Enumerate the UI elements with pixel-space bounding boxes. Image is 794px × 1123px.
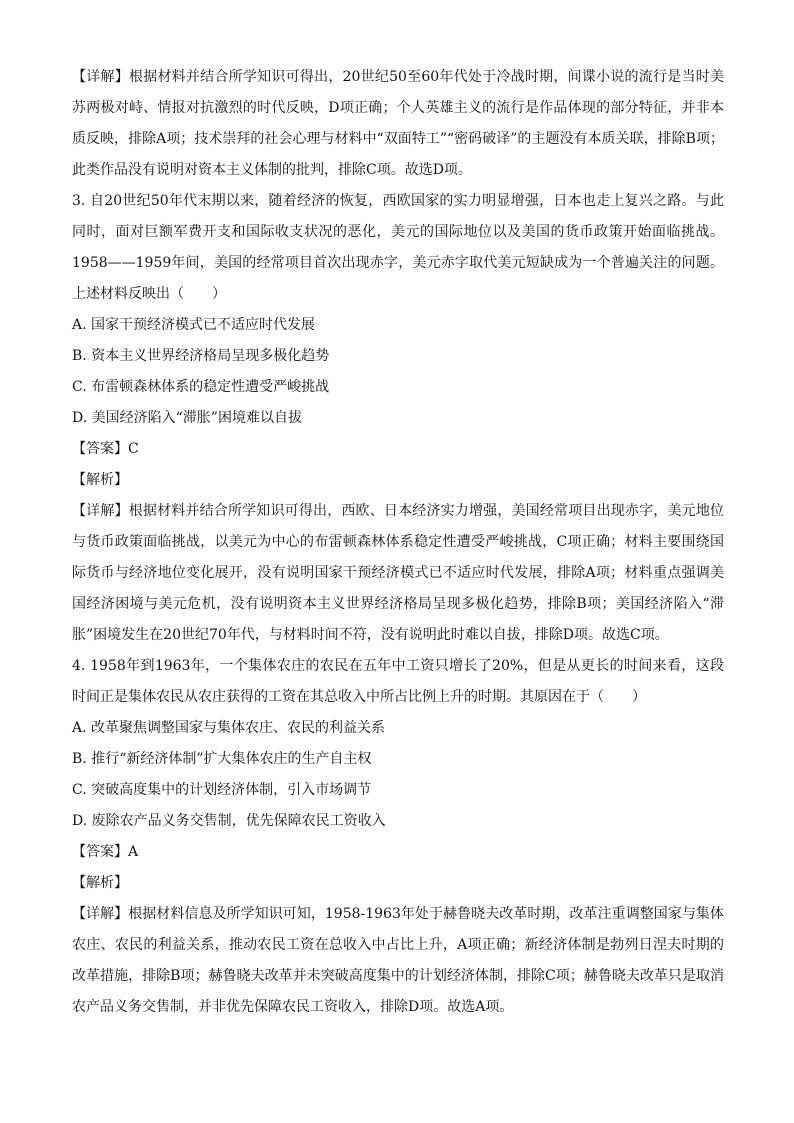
question-3-option-d: D. 美国经济陷入“滞胀”困境难以自拔 — [72, 410, 302, 426]
explanation-paragraph: 【详解】根据材料并结合所学知识可得出，20世纪50至60年代处于冷战时期，间谍小说的流行是当时美苏两极对峙、情报对抗激烈的时代反映，D项正确；个人英雄主义的流行是作品体现的部分特征，并非本质反映，排除A项；技术崇拜的社会心理与材料中“双面特工”“密码破译”的主题没有本质关联，排除B项；此类作品没有说明对资本主义体制的批判，排除C项。故选D项。 — [72, 69, 724, 178]
question-3-option-c: C. 布雷顿森林体系的稳定性遭受严峻挑战 — [72, 379, 330, 395]
question-4-option-c: C. 突破高度集中的计划经济体制，引入市场调节 — [72, 782, 372, 798]
question-4-answer: 【答案】A — [72, 844, 139, 860]
question-4-explanation: 【详解】根据材料信息及所学知识可知，1958-1963年处于赫鲁晓夫改革时期，改革注重调整国家与集体农庄、农民的利益关系，推动农民工资在总收入中占比上升，A项正确；新经济体制是勃列日涅夫时期的改革措施，排除B项；赫鲁晓夫改革并未突破高度集中的计划经济体制，排除C项；赫鲁晓夫改革只是取消农产品义务交售制，并非优先保障农民工资收入，排除D项。故选A项。 — [72, 906, 724, 1015]
question-4-option-a: A. 改革聚焦调整国家与集体农庄、农民的利益关系 — [72, 720, 386, 736]
question-4-analysis-heading: 【解析】 — [72, 875, 128, 891]
question-3-answer: 【答案】C — [72, 441, 139, 457]
question-3-analysis-heading: 【解析】 — [72, 472, 128, 488]
question-4-stem: 4. 1958年到1963年，一个集体农庄的农民在五年中工资只增长了20%，但是从更长的时间来看，这段时间正是集体农民从农庄获得的工资在其总收入中所占比例上升的时期。其原因在于（ ） — [72, 658, 724, 705]
question-4-option-d: D. 废除农产品义务交售制，优先保障农民工资收入 — [72, 813, 386, 829]
question-3-option-b: B. 资本主义世界经济格局呈现多极化趋势 — [72, 348, 330, 364]
question-3-stem: 3. 自20世纪50年代末期以来，随着经济的恢复，西欧国家的实力明显增强，日本也走上复兴之路。与此同时，面对巨额军费开支和国际收支状况的恶化，美元的国际地位以及美国的货币政策开始面临挑战。1958——1959年间，美国的经常项目首次出现赤字，美元赤字取代美元短缺成为一个普遍关注的问题。上述材料反映出（ ） — [72, 193, 724, 302]
question-4-option-b: B. 推行“新经济体制”扩大集体农庄的生产自主权 — [72, 751, 372, 767]
question-3-option-a: A. 国家干预经济模式已不适应时代发展 — [72, 317, 316, 333]
question-3-explanation: 【详解】根据材料并结合所学知识可得出，西欧、日本经济实力增强，美国经常项目出现赤字，美元地位与货币政策面临挑战，以美元为中心的布雷顿森林体系稳定性遭受严峻挑战，C项正确；材料主要围绕国际货币与经济地位变化展开，没有说明国家干预经济模式已不适应时代发展，排除A项；材料重点强调美国经济困境与美元危机，没有说明资本主义世界经济格局呈现多极化趋势，排除B项；美国经济陷入“滞胀”困境发生在20世纪70年代，与材料时间不符，没有说明此时难以自拔，排除D项。故选C项。 — [72, 503, 724, 643]
document-page — [72, 62, 724, 1023]
